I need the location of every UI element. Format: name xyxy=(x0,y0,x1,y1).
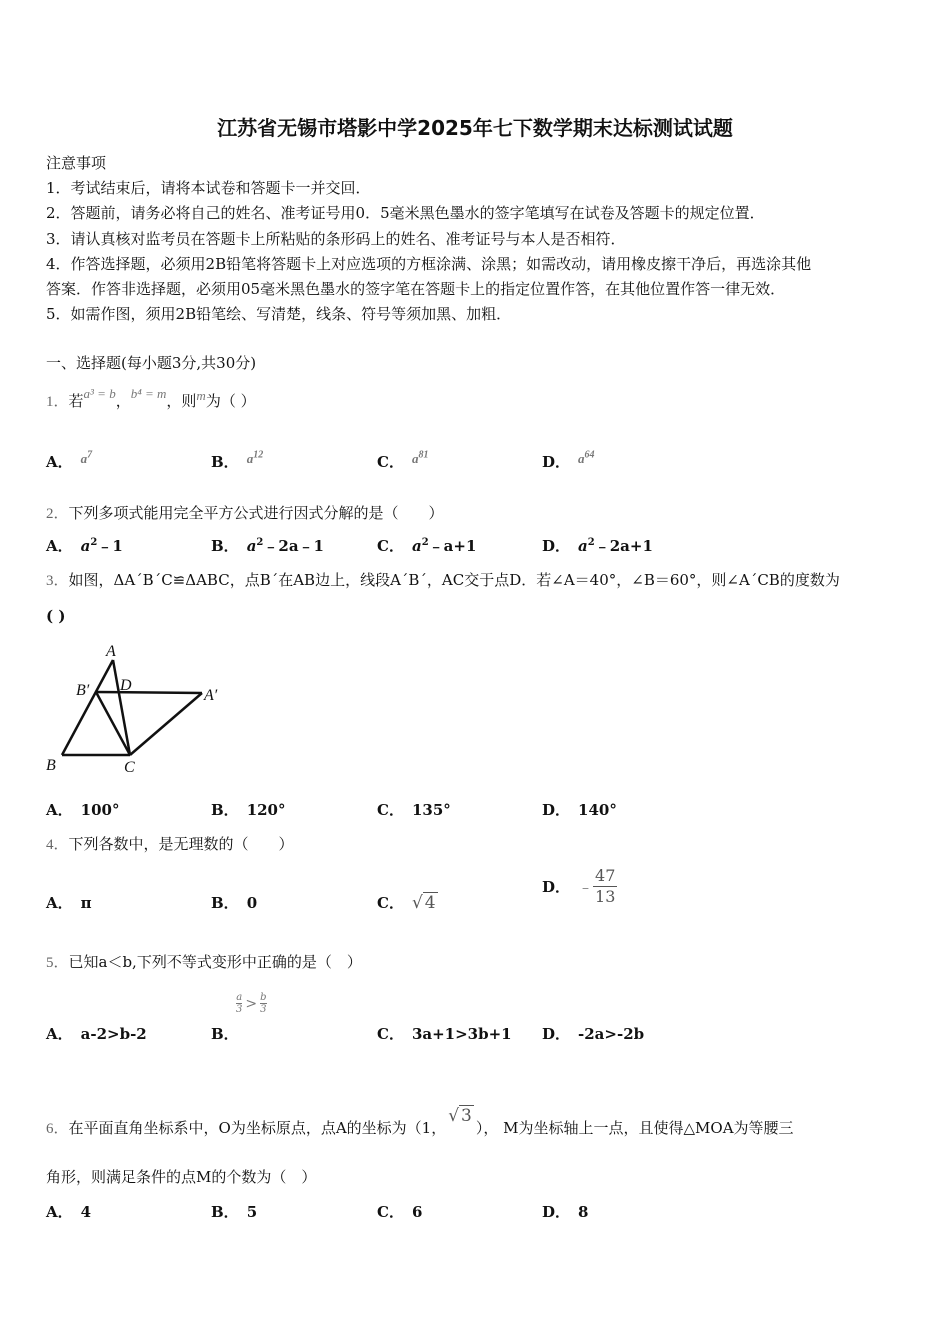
option-label: A． xyxy=(46,537,73,555)
q5-option-c[interactable] xyxy=(377,1023,512,1044)
question-text: 下列多项式能用完全平方公式进行因式分解的是（ ） xyxy=(68,504,444,522)
option-label: A． xyxy=(46,453,73,471)
question-1 xyxy=(46,386,256,411)
option-label: C． xyxy=(377,537,404,555)
option-text: ﹣2a﹣1 xyxy=(263,537,324,555)
option-text: 5 xyxy=(246,1203,258,1221)
q1-expr-3: m xyxy=(196,388,206,403)
notice-item: 2．答题前，请务必将自己的姓名、准考证号用0．5毫米黑色墨水的签字笔填写在试卷及答题卡的规定位置． xyxy=(46,204,765,222)
option-base: a xyxy=(578,451,585,466)
segment-bp-ap xyxy=(96,692,202,693)
question-number: 6． xyxy=(46,1121,69,1137)
option-exp: 2 xyxy=(90,537,98,548)
section-heading: 一、选择题(每小题3分,共30分) xyxy=(46,354,257,372)
numerator: 47 xyxy=(595,866,616,885)
numerator: a xyxy=(236,992,243,1003)
option-text: ﹣2a+1 xyxy=(594,537,653,555)
q2-option-d[interactable] xyxy=(542,535,653,556)
question-6-line-2: 角形，则满足条件的点M的个数为（ ） xyxy=(46,1168,317,1186)
denominator: 3 xyxy=(260,1004,267,1015)
option-label: D． xyxy=(542,878,571,896)
q2-option-a[interactable] xyxy=(46,535,123,556)
question-text: 已知a＜b,下列不等式变形中正确的是（ ） xyxy=(68,953,362,971)
fraction xyxy=(236,992,242,1015)
segment-ap-c xyxy=(130,693,202,755)
option-exp: 64 xyxy=(584,449,595,461)
question-text: 在平面直角坐标系中，O为坐标原点，点A的坐标为（1， xyxy=(68,1119,447,1137)
label-c: C xyxy=(124,759,135,776)
question-text: 下列各数中，是无理数的（ ） xyxy=(68,835,294,853)
option-exp: 7 xyxy=(87,449,93,461)
question-text: 如图，ΔA΄B΄C≌ΔABC，点B΄在AB边上，线段A΄B΄，AC交于点D．若∠A＝40°，∠B＝60°，则∠A΄CB的度数为 xyxy=(68,571,840,589)
answer-blank: ( ) xyxy=(46,607,66,625)
notice-item: 3．请认真核对监考员在答题卡上所粘贴的条形码上的姓名、准考证号与本人是否相符． xyxy=(46,230,626,248)
option-label: D． xyxy=(542,537,571,555)
option-text: 135° xyxy=(411,801,451,819)
option-text: 4 xyxy=(80,1203,92,1221)
option-var: a xyxy=(80,537,91,555)
label-d: D xyxy=(120,677,132,694)
question-text: ）， M为坐标轴上一点，且使得△MOA为等腰三 xyxy=(475,1119,794,1137)
fraction xyxy=(593,866,617,907)
option-var: a xyxy=(246,537,257,555)
numerator: b xyxy=(260,992,267,1003)
q2-option-b[interactable] xyxy=(211,535,324,556)
option-label: B． xyxy=(211,453,239,471)
q1-option-d[interactable] xyxy=(542,451,595,472)
q5-option-a[interactable] xyxy=(46,1023,147,1044)
q6-option-d[interactable] xyxy=(542,1201,588,1222)
q1-pre: 若 xyxy=(68,392,84,410)
option-label: B． xyxy=(211,1203,239,1221)
page-title: 江苏省无锡市塔影中学2025年七下数学期末达标测试试题 xyxy=(217,116,733,140)
q3-option-a[interactable] xyxy=(46,799,119,820)
question-6 xyxy=(46,1106,794,1138)
option-label: D． xyxy=(542,1025,571,1043)
triangle-figure xyxy=(40,640,240,780)
q1-option-a[interactable] xyxy=(46,451,92,472)
q5-option-d[interactable] xyxy=(542,1023,644,1044)
notice-item: 答案．作答非选择题，必须用05毫米黑色墨水的签字笔在答题卡上的指定位置作答，在其他位置作答一律无效． xyxy=(46,280,786,298)
option-label: D． xyxy=(542,453,571,471)
option-text: 120° xyxy=(246,801,286,819)
minus-sign: ﹣ xyxy=(578,878,594,896)
q4-option-c[interactable] xyxy=(377,892,438,913)
label-b-prime: B′ xyxy=(76,682,90,699)
q1-option-b[interactable] xyxy=(211,451,263,472)
question-5 xyxy=(46,951,362,972)
option-text: 6 xyxy=(411,1203,423,1221)
sqrt-icon: √ xyxy=(411,893,423,913)
option-text: a-2>b-2 xyxy=(80,1025,147,1043)
option-base: a xyxy=(80,451,88,466)
option-label: A． xyxy=(46,894,73,912)
option-base: a xyxy=(246,451,254,466)
q3-option-d[interactable] xyxy=(542,799,617,820)
question-number: 4． xyxy=(46,837,69,853)
option-text: π xyxy=(80,894,92,912)
q1-expr-2: b⁴ = m xyxy=(130,386,167,401)
notice-item: 4．作答选择题，必须用2B铅笔将答题卡上对应选项的方框涂满、涂黑；如需改动，请用橡皮擦干净后，再选涂其他 xyxy=(46,255,812,273)
question-number: 2． xyxy=(46,506,69,522)
fraction xyxy=(260,992,266,1015)
option-label: D． xyxy=(542,801,571,819)
q3-option-c[interactable] xyxy=(377,799,451,820)
question-number: 5． xyxy=(46,955,69,971)
q6-option-c[interactable] xyxy=(377,1201,422,1222)
option-text: 0 xyxy=(246,894,258,912)
option-text: 3a+1>3b+1 xyxy=(411,1025,512,1043)
q2-option-c[interactable] xyxy=(377,535,476,556)
option-label: C． xyxy=(377,894,404,912)
notice-heading: 注意事项 xyxy=(46,154,107,172)
option-label: A． xyxy=(46,1203,73,1221)
q1-post: 为（ ） xyxy=(205,392,256,410)
option-text: ﹣1 xyxy=(97,537,123,555)
q3-option-b[interactable] xyxy=(211,799,286,820)
operator: > xyxy=(245,995,258,1012)
q6-option-a[interactable] xyxy=(46,1201,91,1222)
q1-mid: ，则 xyxy=(166,392,197,410)
notice-item: 5．如需作图，须用2B铅笔绘、写清楚，线条、符号等须加黑、加粗． xyxy=(46,305,512,323)
option-label: C． xyxy=(377,1203,404,1221)
option-label: C． xyxy=(377,1025,404,1043)
q1-sep: ， xyxy=(115,392,131,410)
option-text: ﹣a+1 xyxy=(428,537,477,555)
notice-item: 1．考试结束后，请将本试卷和答题卡一并交回． xyxy=(46,179,371,197)
option-var: a xyxy=(411,537,422,555)
label-b: B xyxy=(46,757,56,774)
label-a: A xyxy=(106,643,116,660)
radicand: 3 xyxy=(461,1106,472,1126)
option-exp: 81 xyxy=(418,449,429,461)
question-number: 3． xyxy=(46,573,69,589)
q4-option-a[interactable] xyxy=(46,892,92,913)
question-3 xyxy=(46,569,840,590)
option-text: 8 xyxy=(578,1203,589,1221)
radicand: 4 xyxy=(424,893,436,913)
q4-option-b[interactable] xyxy=(211,892,257,913)
option-base: a xyxy=(411,451,419,466)
option-label: B． xyxy=(211,1025,239,1043)
sqrt-icon: √ xyxy=(448,1106,460,1126)
option-exp: 2 xyxy=(421,537,429,548)
option-exp: 2 xyxy=(256,537,264,548)
question-4 xyxy=(46,833,294,854)
option-label: D． xyxy=(542,1203,571,1221)
option-label: C． xyxy=(377,801,404,819)
question-2 xyxy=(46,502,444,523)
option-exp: 2 xyxy=(587,537,595,548)
q5-option-b-math xyxy=(236,992,267,1015)
denominator: 3 xyxy=(236,1004,243,1015)
option-label: A． xyxy=(46,801,73,819)
q1-expr-1: a³ = b xyxy=(83,386,116,401)
label-a-prime: A′ xyxy=(204,687,218,704)
option-exp: 12 xyxy=(253,449,264,461)
option-text: -2a>-2b xyxy=(578,1025,645,1043)
option-var: a xyxy=(578,537,588,555)
option-label: A． xyxy=(46,1025,73,1043)
option-label: C． xyxy=(377,453,404,471)
option-label: B． xyxy=(211,801,239,819)
q5-option-b[interactable] xyxy=(211,1023,247,1044)
question-number: 1． xyxy=(46,394,69,410)
option-label: B． xyxy=(211,894,239,912)
q4-option-d[interactable] xyxy=(542,866,617,907)
option-label: B． xyxy=(211,537,239,555)
q6-option-b[interactable] xyxy=(211,1201,257,1222)
denominator: 13 xyxy=(595,887,616,906)
q1-option-c[interactable] xyxy=(377,451,428,472)
option-text: 140° xyxy=(578,801,617,819)
option-text: 100° xyxy=(80,801,120,819)
